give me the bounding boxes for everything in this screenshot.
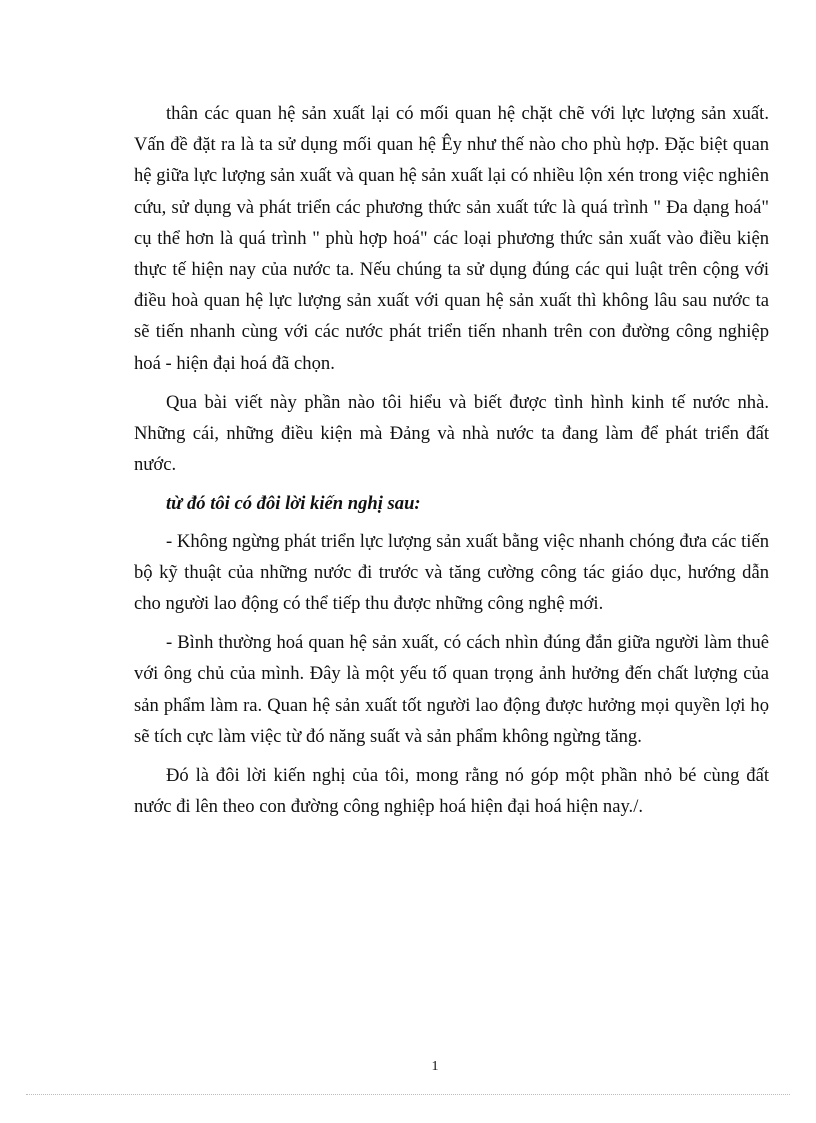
- recommendation-item-2: - Bình thường hoá quan hệ sản xuất, có cách nhìn đúng đắn giữa người làm thuê với ông chủ của mình. Đây là một yếu tố quan trọng ảnh hưởng đến chất lượng của sản phẩm làm ra. Quan hệ sản xuất tốt người lao động được hưởng mọi quyền lợi họ sẽ tích cực làm việc từ đó năng suất và sản phẩm không ngừng tăng.: [134, 632, 769, 747]
- document-body: [134, 98, 769, 830]
- closing-paragraph: Đó là đôi lời kiến nghị của tôi, mong rằng nó góp một phần nhỏ bé cùng đất nước đi lên theo con đường công nghiệp hoá hiện đại hoá hiện nay./.: [134, 765, 769, 818]
- page-number: 1: [431, 1059, 439, 1074]
- recommendation-item-1: - Không ngừng phát triển lực lượng sản xuất bằng việc nhanh chóng đưa các tiến bộ kỹ thuật của những nước đi trước và tăng cường công tác giáo dục, hướng dẫn cho người lao động có thể tiếp thu được những công nghệ mới.: [134, 530, 769, 615]
- paragraph-conclusion-continued: thân các quan hệ sản xuất lại có mối quan hệ chặt chẽ với lực lượng sản xuất. Vấn đề đặt ra là ta sử dụng mối quan hệ Êy như thế nào cho phù hợp. Đặc biệt quan hệ giữa lực lượng sản xuất và quan hệ sản xuất lại có nhiều lộn xén trong việc nghiên cứu, sử dụng và phát triển các phương thức sản xuất tức là quá trình " Đa dạng hoá" cụ thể hơn là quá trình " phù hợp hoá" các loại phương thức sản xuất vào điều kiện thực tế hiện nay của nước ta. Nếu chúng ta sử dụng đúng các qui luật trên cộng với điều hoà quan hệ lực lượng sản xuất với quan hệ sản xuất thì không lâu sau nước ta sẽ tiến nhanh cùng với các nước phát triển tiến nhanh trên con đường công nghiệp hoá - hiện đại hoá đã chọn.: [134, 103, 769, 374]
- page-bottom-border: [26, 1094, 790, 1095]
- paragraph-reflection: Qua bài viết này phần nào tôi hiểu và biết được tình hình kinh tế nước nhà. Những cái, những điều kiện mà Đảng và nhà nước ta đang làm để phát triển đất nước.: [134, 391, 769, 476]
- recommendations-heading: từ đó tôi có đôi lời kiến nghị sau:: [166, 493, 421, 515]
